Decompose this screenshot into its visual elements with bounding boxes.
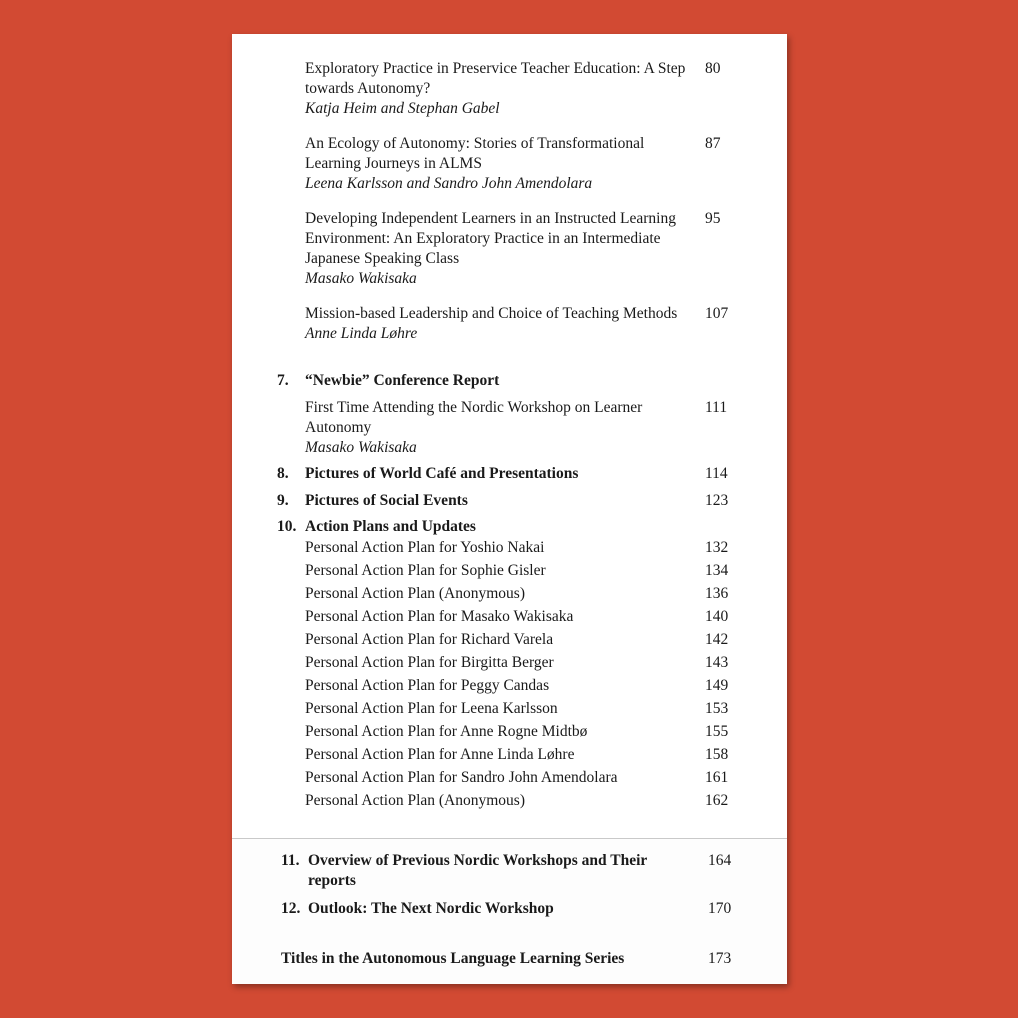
section-number: 12. [281,900,301,917]
plan-page-number: 153 [705,700,729,717]
section-page-number: 114 [705,465,728,482]
section-number: 8. [277,465,289,482]
section-page-number: 123 [705,492,729,509]
entry-title: An Ecology of Autonomy: Stories of Transformational Learning Journeys in ALMS [305,135,645,172]
plan-title: Personal Action Plan for Sophie Gisler [305,562,546,579]
section-title: Pictures of Social Events [305,492,468,509]
entry-page-number: 111 [705,399,728,416]
entry-author: Masako Wakisaka [305,439,417,456]
plan-title: Personal Action Plan (Anonymous) [305,585,525,602]
series-title: Titles in the Autonomous Language Learning Series [281,950,625,967]
toc-plan-row[interactable] [305,538,775,558]
plan-title: Personal Action Plan for Anne Linda Løhre [305,746,575,763]
entry-author: Leena Karlsson and Sandro John Amendolara [305,175,593,192]
plan-page-number: 155 [705,723,729,740]
entry-title: Exploratory Practice in Preservice Teacher Education: A Step towards Autonomy? [305,60,686,97]
section-title: Overview of Previous Nordic Workshops and Their reports [308,852,648,889]
entry-title: First Time Attending the Nordic Workshop on Learner Autonomy [305,399,643,436]
plan-title: Personal Action Plan for Birgitta Berger [305,654,554,671]
entry-author: Masako Wakisaka [305,270,417,287]
series-page-number: 173 [708,950,732,967]
entry-page-number: 107 [705,305,729,322]
toc-entry-mission-based-leadership[interactable] [305,304,775,344]
entry-title: Developing Independent Learners in an Instructed Learning Environment: An Exploratory Practice in an Intermediate Japanese Speaking Class [305,210,676,267]
plan-title: Personal Action Plan (Anonymous) [305,792,525,809]
plan-title: Personal Action Plan for Sandro John Amendolara [305,769,618,786]
plan-title: Personal Action Plan for Peggy Candas [305,677,550,694]
toc-plan-row[interactable] [305,561,775,581]
toc-plan-row[interactable] [305,676,775,696]
toc-plan-row[interactable] [305,607,775,627]
toc-entry-exploratory-practice[interactable] [305,59,775,119]
toc-plan-row[interactable] [305,653,775,673]
entry-author: Anne Linda Løhre [305,325,418,342]
toc-plan-row[interactable] [305,791,775,811]
toc-entry-independent-learners[interactable] [305,209,775,289]
toc-page [232,34,787,984]
section-number: 7. [277,372,289,389]
toc-entry-ecology-of-autonomy[interactable] [305,134,775,194]
plan-page-number: 161 [705,769,729,786]
plan-page-number: 158 [705,746,729,763]
plan-page-number: 134 [705,562,729,579]
entry-page-number: 80 [705,60,721,77]
toc-plan-row[interactable] [305,722,775,742]
entry-page-number: 95 [705,210,721,227]
plan-title: Personal Action Plan for Richard Varela [305,631,554,648]
plan-page-number: 162 [705,792,729,809]
plan-title: Personal Action Plan for Leena Karlsson [305,700,558,717]
plan-title: Personal Action Plan for Masako Wakisaka [305,608,574,625]
section-page-number: 164 [708,852,732,869]
section-title: Outlook: The Next Nordic Workshop [308,900,554,917]
plan-page-number: 143 [705,654,729,671]
section-title: Action Plans and Updates [305,518,476,535]
plan-page-number: 136 [705,585,729,602]
plan-title: Personal Action Plan for Anne Rogne Midtbø [305,723,588,740]
entry-author: Katja Heim and Stephan Gabel [305,100,500,117]
entry-title: Mission-based Leadership and Choice of Teaching Methods [305,305,678,322]
section-page-number: 170 [708,900,732,917]
toc-plan-row[interactable] [305,584,775,604]
section-title: Pictures of World Café and Presentations [305,465,579,482]
section-number: 10. [277,518,297,535]
section-title: “Newbie” Conference Report [305,372,500,389]
plan-page-number: 142 [705,631,729,648]
section-number: 11. [281,852,300,869]
toc-plan-row[interactable] [305,699,775,719]
section-number: 9. [277,492,289,509]
plan-title: Personal Action Plan for Yoshio Nakai [305,539,545,556]
toc-plan-row[interactable] [305,745,775,765]
toc-entry-first-time-attending[interactable] [305,398,775,458]
plan-page-number: 149 [705,677,729,694]
plan-page-number: 140 [705,608,729,625]
toc-plan-row[interactable] [305,768,775,788]
toc-plan-row[interactable] [305,630,775,650]
entry-page-number: 87 [705,135,721,152]
plan-page-number: 132 [705,539,729,556]
